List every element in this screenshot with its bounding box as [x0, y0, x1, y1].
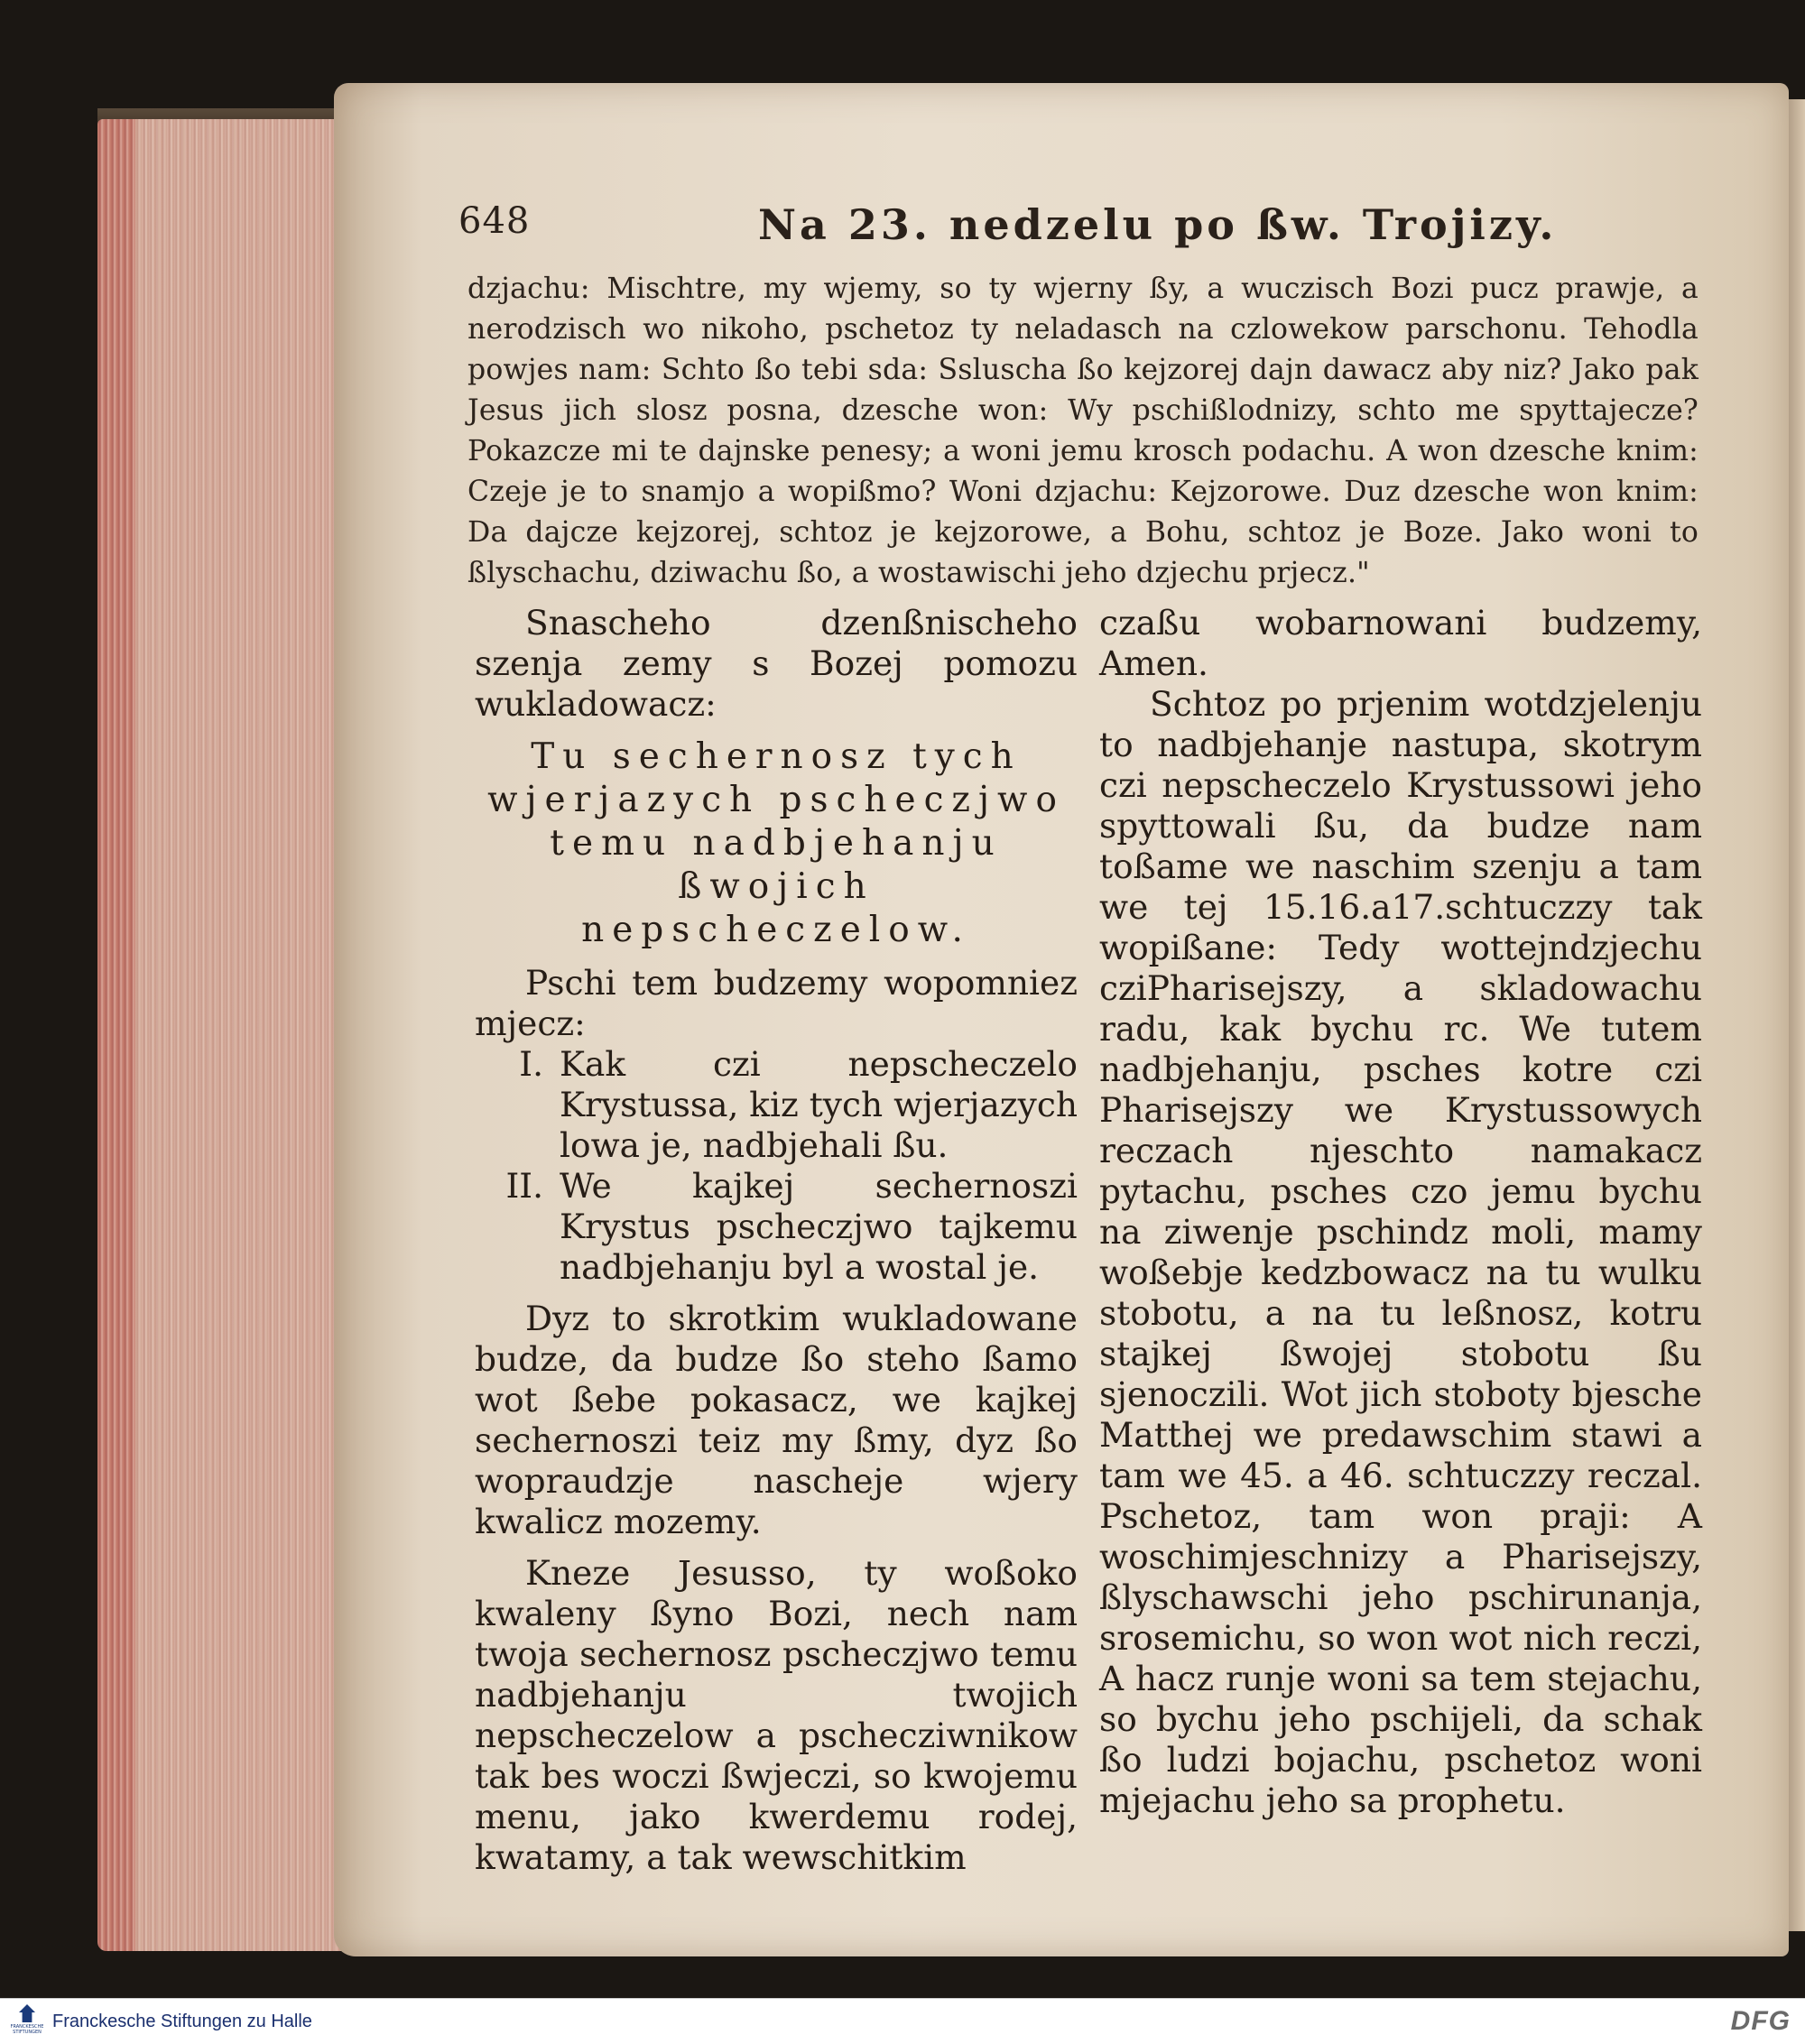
point-2 — [475, 1166, 1078, 1288]
left-column — [475, 603, 1078, 1878]
running-head — [0, 200, 1805, 254]
point-text: We kajkej sechernoszi Krystus pscheczjwo tajkemu nadbjehanju byl a wostal je. — [560, 1166, 1078, 1287]
lead-paragraph: Pschi tem budzemy wopomniez mjecz: — [475, 963, 1078, 1043]
logo-caption: FRANCKESCHE STIFTUNGEN — [10, 2024, 44, 2035]
running-head-title: Na 23. nedzelu po ßw. Trojizy. — [758, 200, 1558, 249]
institution-name: Franckesche Stiftungen zu Halle — [52, 2012, 312, 2031]
logo-icon — [19, 2004, 35, 2022]
page-number: 648 — [458, 200, 531, 242]
paragraph: Schtoz po prjenim wotdzjelenju to nadbjehanje nastupa, skotrym czi nepscheczelo Krystussowi jeho spyttowali ßu, da budze nam toßame we naschim szenju a tam we tej 15.16.a17.schtuczzy tak wopißane: Tedy wottejndzjechu cziPharisejszy, a skladowachu radu, kak bychu rc. We tutem nadbjehanju, psches kotre czi Pharisejszy we Krystussowych reczach njeschto namakacz pytachu, psches czo jemu bychu na ziwenje pschindz moli, mamy woßebje kedzbowacz na tu wulku stobotu, a na tu leßnosz, kotru stajkej ßwojej stobotu ßu sjenoczili. Wot jich stoboty bjesche Matthej we predawschim stawi a tam we 45. a 46. schtuczzy reczal. Pschetoz, tam won praji: A woschimjeschnizy a Pharisejszy, ßlyschawschi jeho pschirunanja, srosemichu, so won wot nich reczi, A hacz runje woni sa tem stejachu, so bychu jeho pschijeli, da schak ßo ludzi bojachu, pschetoz woni mjejachu jeho sa prophetu. — [1099, 684, 1702, 1820]
institution-logo — [9, 2004, 45, 2039]
viewer-footer — [0, 1998, 1805, 2044]
intro-paragraph: Snascheho dzenßnischeho szenja zemy s Bozej pomozu wukladowacz: — [475, 603, 1078, 724]
paragraph: Dyz to skrotkim wukladowane budze, da budze ßo steho ßamo wot ßebe pokasacz, we kajkej sechernoszi teiz my ßmy, dyz ßo wopraudzje nascheje wjery kwalicz mozemy. — [475, 1299, 1078, 1541]
page-edges-inner — [135, 119, 343, 1951]
sermon-theme: Tu sechernosz tych wjerjazych pscheczjwo temu nadbjehanju ßwojich nepscheczelow. — [487, 736, 1065, 950]
top-paragraph: dzjachu: Mischtre, my wjemy, so ty wjerny ßy, a wuczisch Bozi pucz prawje, a nerodzisch wo nikoho, pschetoz ty neladasch na czlowekow parschonu. Tehodla powjes nam: Schto ßo tebi sda: Ssluscha ßo kejzorej dajn dawacz aby niz? Jako pak Jesus jich slosz posna, dzesche won: Wy pschißlodnizy, schto me spyttajecze? Pokazcze mi te dajnske penesy; a woni jemu krosch podachu. A won dzesche knim: Czeje je to snamjo a wopißmo? Woni dzjachu: Kejzorowe. Duz dzesche won knim: Da dajcze kejzorej, schtoz je kejzorowe, a Bohu, schtoz je Boze. Jako woni to ßlyschachu, dziwachu ßo, a wostawischi jeho dzjechu prjecz." — [467, 273, 1699, 589]
point-number: II. — [505, 1166, 543, 1206]
dfg-logo: DFG — [1730, 2006, 1791, 2036]
prayer-paragraph: Kneze Jesusso, ty woßoko kwaleny ßyno Bozi, nech nam twoja sechernosz pscheczjwo temu nadbjehanju twojich nepscheczelow a pschecziwnikow tak bes woczi ßwjeczi, so kwojemu menu, jako kwerdemu rodej, kwatamy, a tak wewschitkim — [475, 1553, 1078, 1877]
point-number: I. — [519, 1044, 543, 1084]
right-column — [1099, 603, 1702, 1821]
point-1 — [475, 1044, 1078, 1166]
continued-text: czaßu wobarnowani budzemy, Amen. — [1099, 603, 1702, 683]
point-text: Kak czi nepscheczelo Krystussa, kiz tych wjerjazych lowa je, nadbjehali ßu. — [560, 1044, 1078, 1165]
